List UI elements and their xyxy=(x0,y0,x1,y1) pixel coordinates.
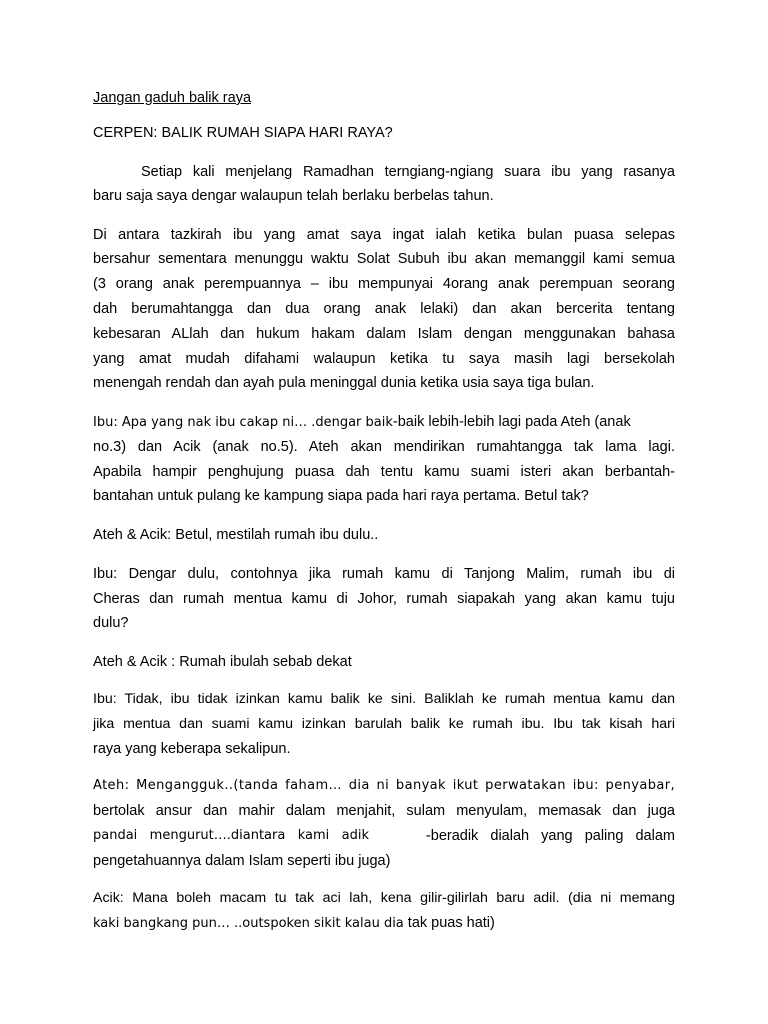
paragraph-8-line-4: pengetahuannya dalam Islam seperti ibu juga) xyxy=(93,853,391,869)
paragraph-8-line-2: bertolak ansur dan mahir dalam menjahit, sulam menyulam, memasak dan juga xyxy=(93,803,675,819)
document-title: Jangan gaduh balik raya xyxy=(93,90,252,106)
paragraph-2-line-6: yang amat mudah difahami walaupun ketika tu saya masih lagi bersekolah xyxy=(93,351,675,367)
paragraph-2-line-3: (3 orang anak perempuannya – ibu mempunyai 4orang anak perempuan seorang xyxy=(93,276,675,292)
paragraph-3-line-1-part-a: Ibu: Apa yang nak ibu cakap ni… .dengar baik xyxy=(93,415,393,430)
paragraph-9-line-2-part-a: kaki bangkang pun… ..outspoken sikit kalau dia xyxy=(93,916,404,931)
paragraph-3-line-1 xyxy=(93,413,675,432)
paragraph-9-line-1: Acik: Mana boleh macam tu tak aci lah, kena gilir-gilirlah baru adil. (dia ni memang xyxy=(93,890,675,906)
paragraph-8-line-3-part-b: -beradik dialah yang paling dalam xyxy=(425,828,675,844)
paragraph-2-line-5: kebesaran ALlah dan hukum hakam dalam Islam dengan menggunakan bahasa xyxy=(93,326,675,342)
paragraph-2-line-7: menengah rendah dan ayah pula meninggal dunia ketika usia saya tiga bulan. xyxy=(93,375,595,391)
paragraph-9-line-2 xyxy=(93,914,675,933)
paragraph-4: Ateh & Acik: Betul, mestilah rumah ibu dulu.. xyxy=(93,527,379,543)
paragraph-2-line-2: bersahur sementara menunggu waktu Solat Subuh ibu akan memanggil kami semua xyxy=(93,251,675,267)
paragraph-5-line-3: dulu? xyxy=(93,615,129,631)
paragraph-2-line-1: Di antara tazkirah ibu yang amat saya ingat ialah ketika bulan puasa selepas xyxy=(93,227,675,243)
paragraph-1-line-2: baru saja saya dengar walaupun telah berlaku berbelas tahun. xyxy=(93,188,494,204)
paragraph-7-line-2: jika mentua dan suami kamu izinkan barulah balik ke rumah ibu. Ibu tak kisah hari xyxy=(93,716,675,732)
paragraph-3-line-2: no.3) dan Acik (anak no.5). Ateh akan mendirikan rumahtangga tak lama lagi. xyxy=(93,439,675,455)
paragraph-7-line-3: raya yang keberapa sekalipun. xyxy=(93,741,291,757)
story-heading: CERPEN: BALIK RUMAH SIAPA HARI RAYA? xyxy=(93,125,393,141)
paragraph-3-line-4: bantahan untuk pulang ke kampung siapa pada hari raya pertama. Betul tak? xyxy=(93,488,589,504)
paragraph-8-line-3-part-a: pandai mengurut….diantara kami adik xyxy=(93,828,370,843)
paragraph-1-line-1: Setiap kali menjelang Ramadhan terngiang-ngiang suara ibu yang rasanya xyxy=(141,164,675,180)
paragraph-7-line-1: Ibu: Tidak, ibu tidak izinkan kamu balik ke sini. Baliklah ke rumah mentua kamu dan xyxy=(93,691,675,707)
paragraph-6: Ateh & Acik : Rumah ibulah sebab dekat xyxy=(93,654,352,670)
paragraph-5-line-1: Ibu: Dengar dulu, contohnya jika rumah kamu di Tanjong Malim, rumah ibu di xyxy=(93,566,675,582)
paragraph-3-line-1-part-b: -baik lebih-lebih lagi pada Ateh (anak xyxy=(392,414,631,430)
paragraph-3-line-3: Apabila hampir penghujung puasa dah tentu kamu suami isteri akan berbantah- xyxy=(93,464,675,480)
paragraph-8-line-1: Ateh: Mengangguk..(tanda faham… dia ni banyak ikut perwatakan ibu: penyabar, xyxy=(93,778,675,793)
paragraph-9-line-2-part-b: tak puas hati) xyxy=(403,915,495,931)
paragraph-8-line-3 xyxy=(93,827,675,845)
paragraph-5-line-2: Cheras dan rumah mentua kamu di Johor, rumah siapakah yang akan kamu tuju xyxy=(93,591,675,607)
paragraph-2-line-4: dah berumahtangga dan dua orang anak lelaki) dan akan bercerita tentang xyxy=(93,301,675,317)
